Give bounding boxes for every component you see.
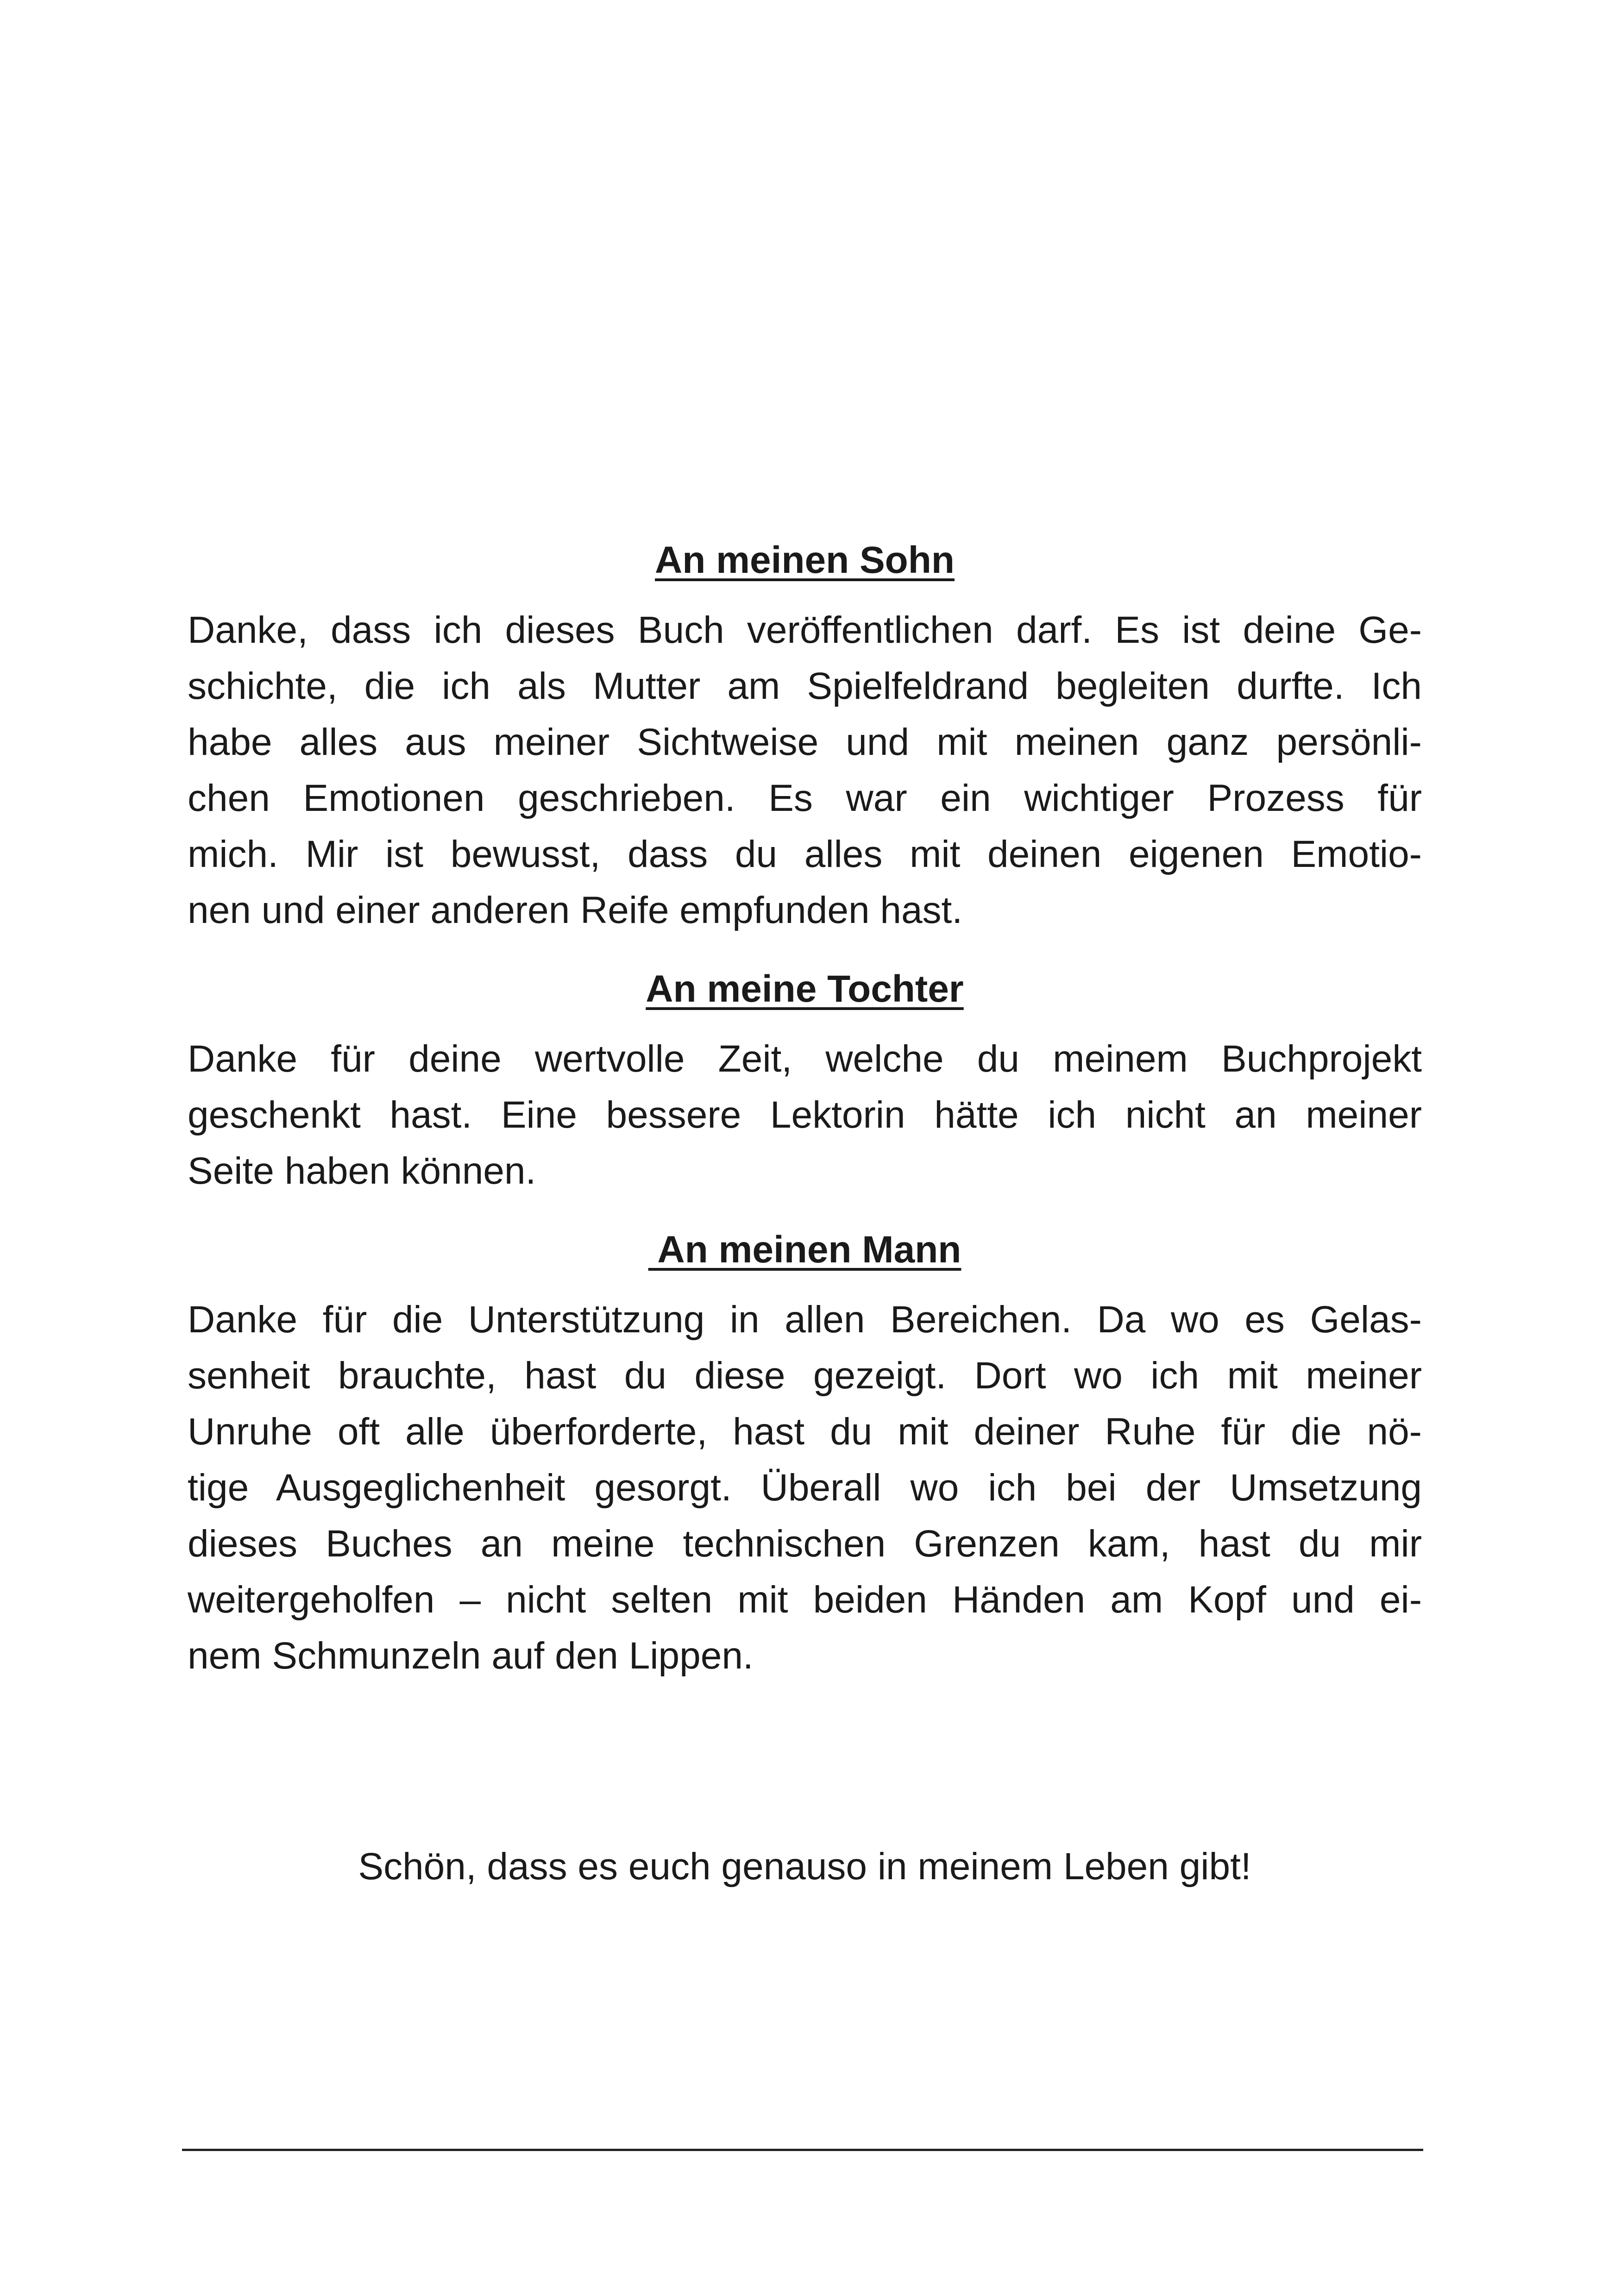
text-line: mich. Mir ist bewusst, dass du alles mit deinen eigenen Emotio- (188, 833, 1422, 875)
section-heading-daughter: An meine Tochter (646, 968, 964, 1010)
text-line: senheit brauchte, hast du diese gezeigt. Dort wo ich mit meiner (188, 1355, 1422, 1397)
text-line: chen Emotionen geschrieben. Es war ein wichtiger Prozess für (188, 777, 1422, 819)
footer-rule (182, 2149, 1423, 2151)
text-line: habe alles aus meiner Sichtweise und mit meinen ganz persönli- (188, 721, 1422, 763)
text-line: Danke für die Unterstützung in allen Bereichen. Da wo es Gelas- (188, 1299, 1422, 1341)
section-text-husband (188, 1292, 1422, 1684)
text-line: nem Schmunzeln auf den Lippen. (188, 1635, 754, 1677)
text-line: Danke für deine wertvolle Zeit, welche du meinem Buchprojekt (188, 1038, 1422, 1080)
section-heading-son: An meinen Sohn (655, 539, 955, 581)
section-text-daughter (188, 1031, 1422, 1199)
section-heading-husband: An meinen Mann (648, 1229, 961, 1271)
text-line: dieses Buches an meine technischen Grenzen kam, hast du mir (188, 1523, 1422, 1565)
dedication-content (188, 533, 1422, 1684)
text-line: schichte, die ich als Mutter am Spielfeldrand begleiten durfte. Ich (188, 665, 1422, 707)
section-text-son (188, 602, 1422, 938)
text-line: Unruhe oft alle überforderte, hast du mit deiner Ruhe für die nö- (188, 1411, 1422, 1453)
text-line: Danke, dass ich dieses Buch veröffentlichen darf. Es ist deine Ge- (188, 609, 1422, 651)
text-line: geschenkt hast. Eine bessere Lektorin hätte ich nicht an meiner (188, 1094, 1422, 1136)
text-line: Seite haben können. (188, 1150, 536, 1192)
closing-line: Schön, dass es euch genauso in meinem Leben gibt! (358, 1845, 1251, 1888)
text-line: weitergeholfen – nicht selten mit beiden Händen am Kopf und ei- (188, 1579, 1422, 1621)
text-line: nen und einer anderen Reife empfunden hast. (188, 889, 963, 931)
text-line: tige Ausgeglichenheit gesorgt. Überall wo ich bei der Umsetzung (188, 1467, 1422, 1509)
